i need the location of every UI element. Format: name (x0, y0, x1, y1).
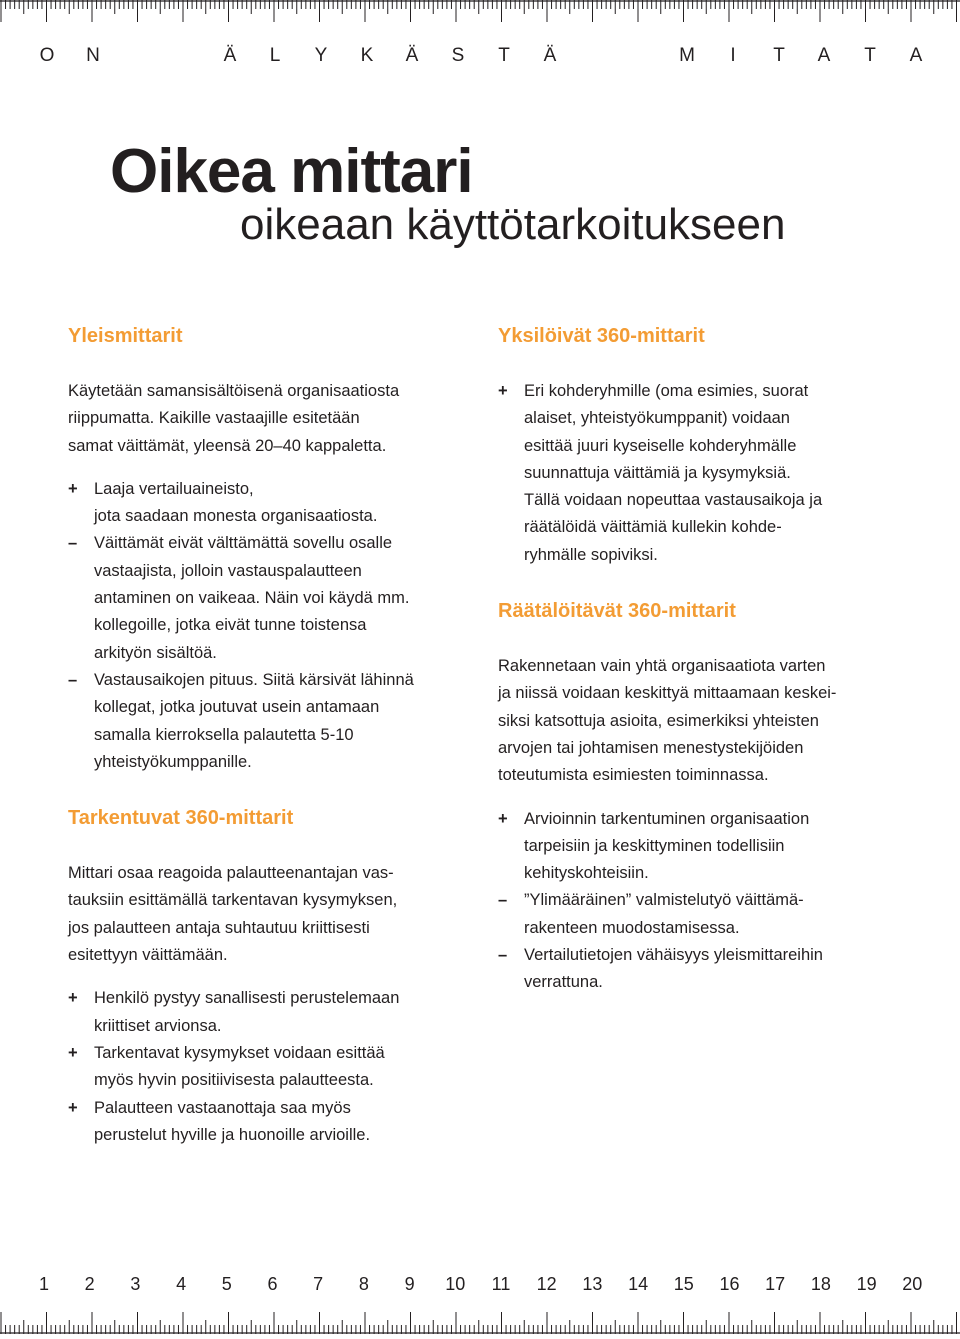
ruler-number: 9 (404, 1274, 415, 1294)
tagline-letter: I (730, 45, 736, 66)
ruler-number: 3 (130, 1274, 141, 1294)
page-title: Oikea mittari (110, 137, 473, 206)
tagline-letter: A (817, 45, 831, 66)
section-heading: Tarkentuvat 360-mittarit (68, 807, 294, 830)
tagline-letter: T (864, 45, 876, 66)
section-yksiloivat (498, 320, 908, 569)
minus-icon: – (498, 946, 508, 965)
list-item: – ”Ylimääräinen” valmistelutyö väittämä- rakenteen muodostamisessa. (498, 887, 908, 942)
section-raataloitavat (498, 595, 908, 997)
ruler-number: 6 (267, 1274, 278, 1294)
ruler-number: 2 (84, 1274, 95, 1294)
tagline-letter: Ä (405, 45, 419, 66)
plus-icon: + (68, 1043, 78, 1062)
tagline-letter: O (39, 45, 55, 66)
tagline (0, 38, 960, 74)
ruler-number: 14 (628, 1274, 649, 1294)
ruler-number: 15 (673, 1274, 694, 1294)
ruler-number: 20 (902, 1274, 923, 1294)
tagline-letter: Y (314, 45, 328, 66)
bullet-list (68, 985, 468, 1149)
ruler-number: 5 (221, 1274, 232, 1294)
bullet-list (498, 378, 908, 569)
tagline-letter: T (773, 45, 785, 66)
ruler-number: 19 (856, 1274, 877, 1294)
bottom-ruler (0, 1304, 960, 1334)
right-column (498, 320, 908, 997)
ruler-number: 10 (445, 1274, 466, 1294)
list-item: – Vastausaikojen pituus. Siitä kärsivät lähinnä kollegat, jotka joutuvat usein antamaan samalla kierroksella palautetta 5-10 yhteistyökumppanille. (68, 667, 468, 776)
list-item: – Väittämät eivät välttämättä sovellu osalle vastaajista, jolloin vastauspalautteen antaminen on vaikeaa. Näin voi käydä mm. kollegoille, jotka eivät tunne toistensa arkityön sisältöä. (68, 530, 468, 666)
ruler-number: 4 (176, 1274, 187, 1294)
ruler-number: 16 (719, 1274, 740, 1294)
bullet-list (498, 806, 908, 997)
minus-icon: – (498, 891, 508, 910)
section-paragraph: Käytetään samansisältöisenä organisaatiosta riippumatta. Kaikille vastaajille esitetään samat väittämät, yleensä 20–40 kappaletta. (68, 382, 400, 455)
section-heading: Räätälöitävät 360-mittarit (498, 600, 736, 623)
list-item: + Palautteen vastaanottaja saa myös perustelut hyville ja huonoille arvioille. (68, 1095, 468, 1150)
list-item: – Vertailutietojen vähäisyys yleismittareihin verrattuna. (498, 942, 908, 997)
ruler-number: 13 (582, 1274, 603, 1294)
bullet-list (68, 476, 468, 776)
tagline-letter: M (679, 45, 695, 66)
ruler-number: 18 (810, 1274, 831, 1294)
minus-icon: – (68, 670, 78, 689)
tagline-letter: T (498, 45, 510, 66)
section-yleismittarit (68, 320, 468, 776)
ruler-number: 12 (536, 1274, 557, 1294)
plus-icon: + (68, 989, 78, 1008)
left-column (68, 320, 468, 1149)
top-ruler (0, 0, 960, 30)
section-heading: Yksilöivät 360-mittarit (498, 325, 705, 347)
list-item: + Henkilö pystyy sanallisesti perustelemaan kriittiset arvionsa. (68, 985, 468, 1040)
list-item: + Arvioinnin tarkentuminen organisaation tarpeisiin ja keskittyminen todellisiin kehityskohteisiin. (498, 806, 908, 888)
ruler-number: 8 (358, 1274, 369, 1294)
tagline-letter: A (909, 45, 923, 66)
ruler-number: 11 (491, 1274, 511, 1294)
tagline-letter: L (269, 45, 281, 66)
ruler-number: 17 (765, 1274, 786, 1294)
tagline-letter: Ä (543, 45, 557, 66)
section-tarkentuvat (68, 802, 468, 1149)
tagline-letter: N (86, 45, 100, 66)
tagline-letter: S (451, 45, 465, 66)
section-heading: Yleismittarit (68, 325, 183, 347)
tagline-letter: K (360, 45, 374, 66)
list-item: + Tarkentavat kysymykset voidaan esittää myös hyvin positiivisesta palautteesta. (68, 1040, 468, 1095)
ruler-number: 1 (38, 1274, 50, 1294)
plus-icon: + (68, 479, 78, 498)
ruler-numbers (0, 1269, 960, 1299)
section-paragraph: Rakennetaan vain yhtä organisaatiota varten ja niissä voidaan keskittyä mittaamaan keskei- siksi katsottuja asioita, esimerkiksi yhteisten arvojen tai johtamisen menestystekijöiden toteutumista esimiesten toiminnassa. (498, 657, 837, 785)
section-paragraph: Mittari osaa reagoida palautteenantajan vas- tauksiin esittämällä tarkentavan kysymyksen, jos palautteen antaja suhtautuu kriittisesti esitettyyn väittämään. (68, 864, 398, 965)
page-subtitle: oikeaan käyttötarkoitukseen (240, 200, 786, 249)
minus-icon: – (68, 534, 78, 553)
list-item: + Eri kohderyhmille (oma esimies, suorat alaiset, yhteistyökumppanit) voidaan esittää juuri kyseiselle kohderyhmälle suunnattuja väittämiä ja kysymyksiä. Tällä voidaan nopeuttaa vastausaikoja ja räätälöidä väittämiä kullekin kohde- ryhmälle sopiviksi. (498, 378, 908, 569)
tagline-letter: Ä (223, 45, 237, 66)
list-item: + Laaja vertailuaineisto, jota saadaan monesta organisaatiosta. (68, 476, 468, 531)
plus-icon: + (498, 809, 508, 828)
plus-icon: + (498, 382, 508, 400)
plus-icon: + (68, 1098, 78, 1117)
ruler-number: 7 (313, 1274, 324, 1294)
